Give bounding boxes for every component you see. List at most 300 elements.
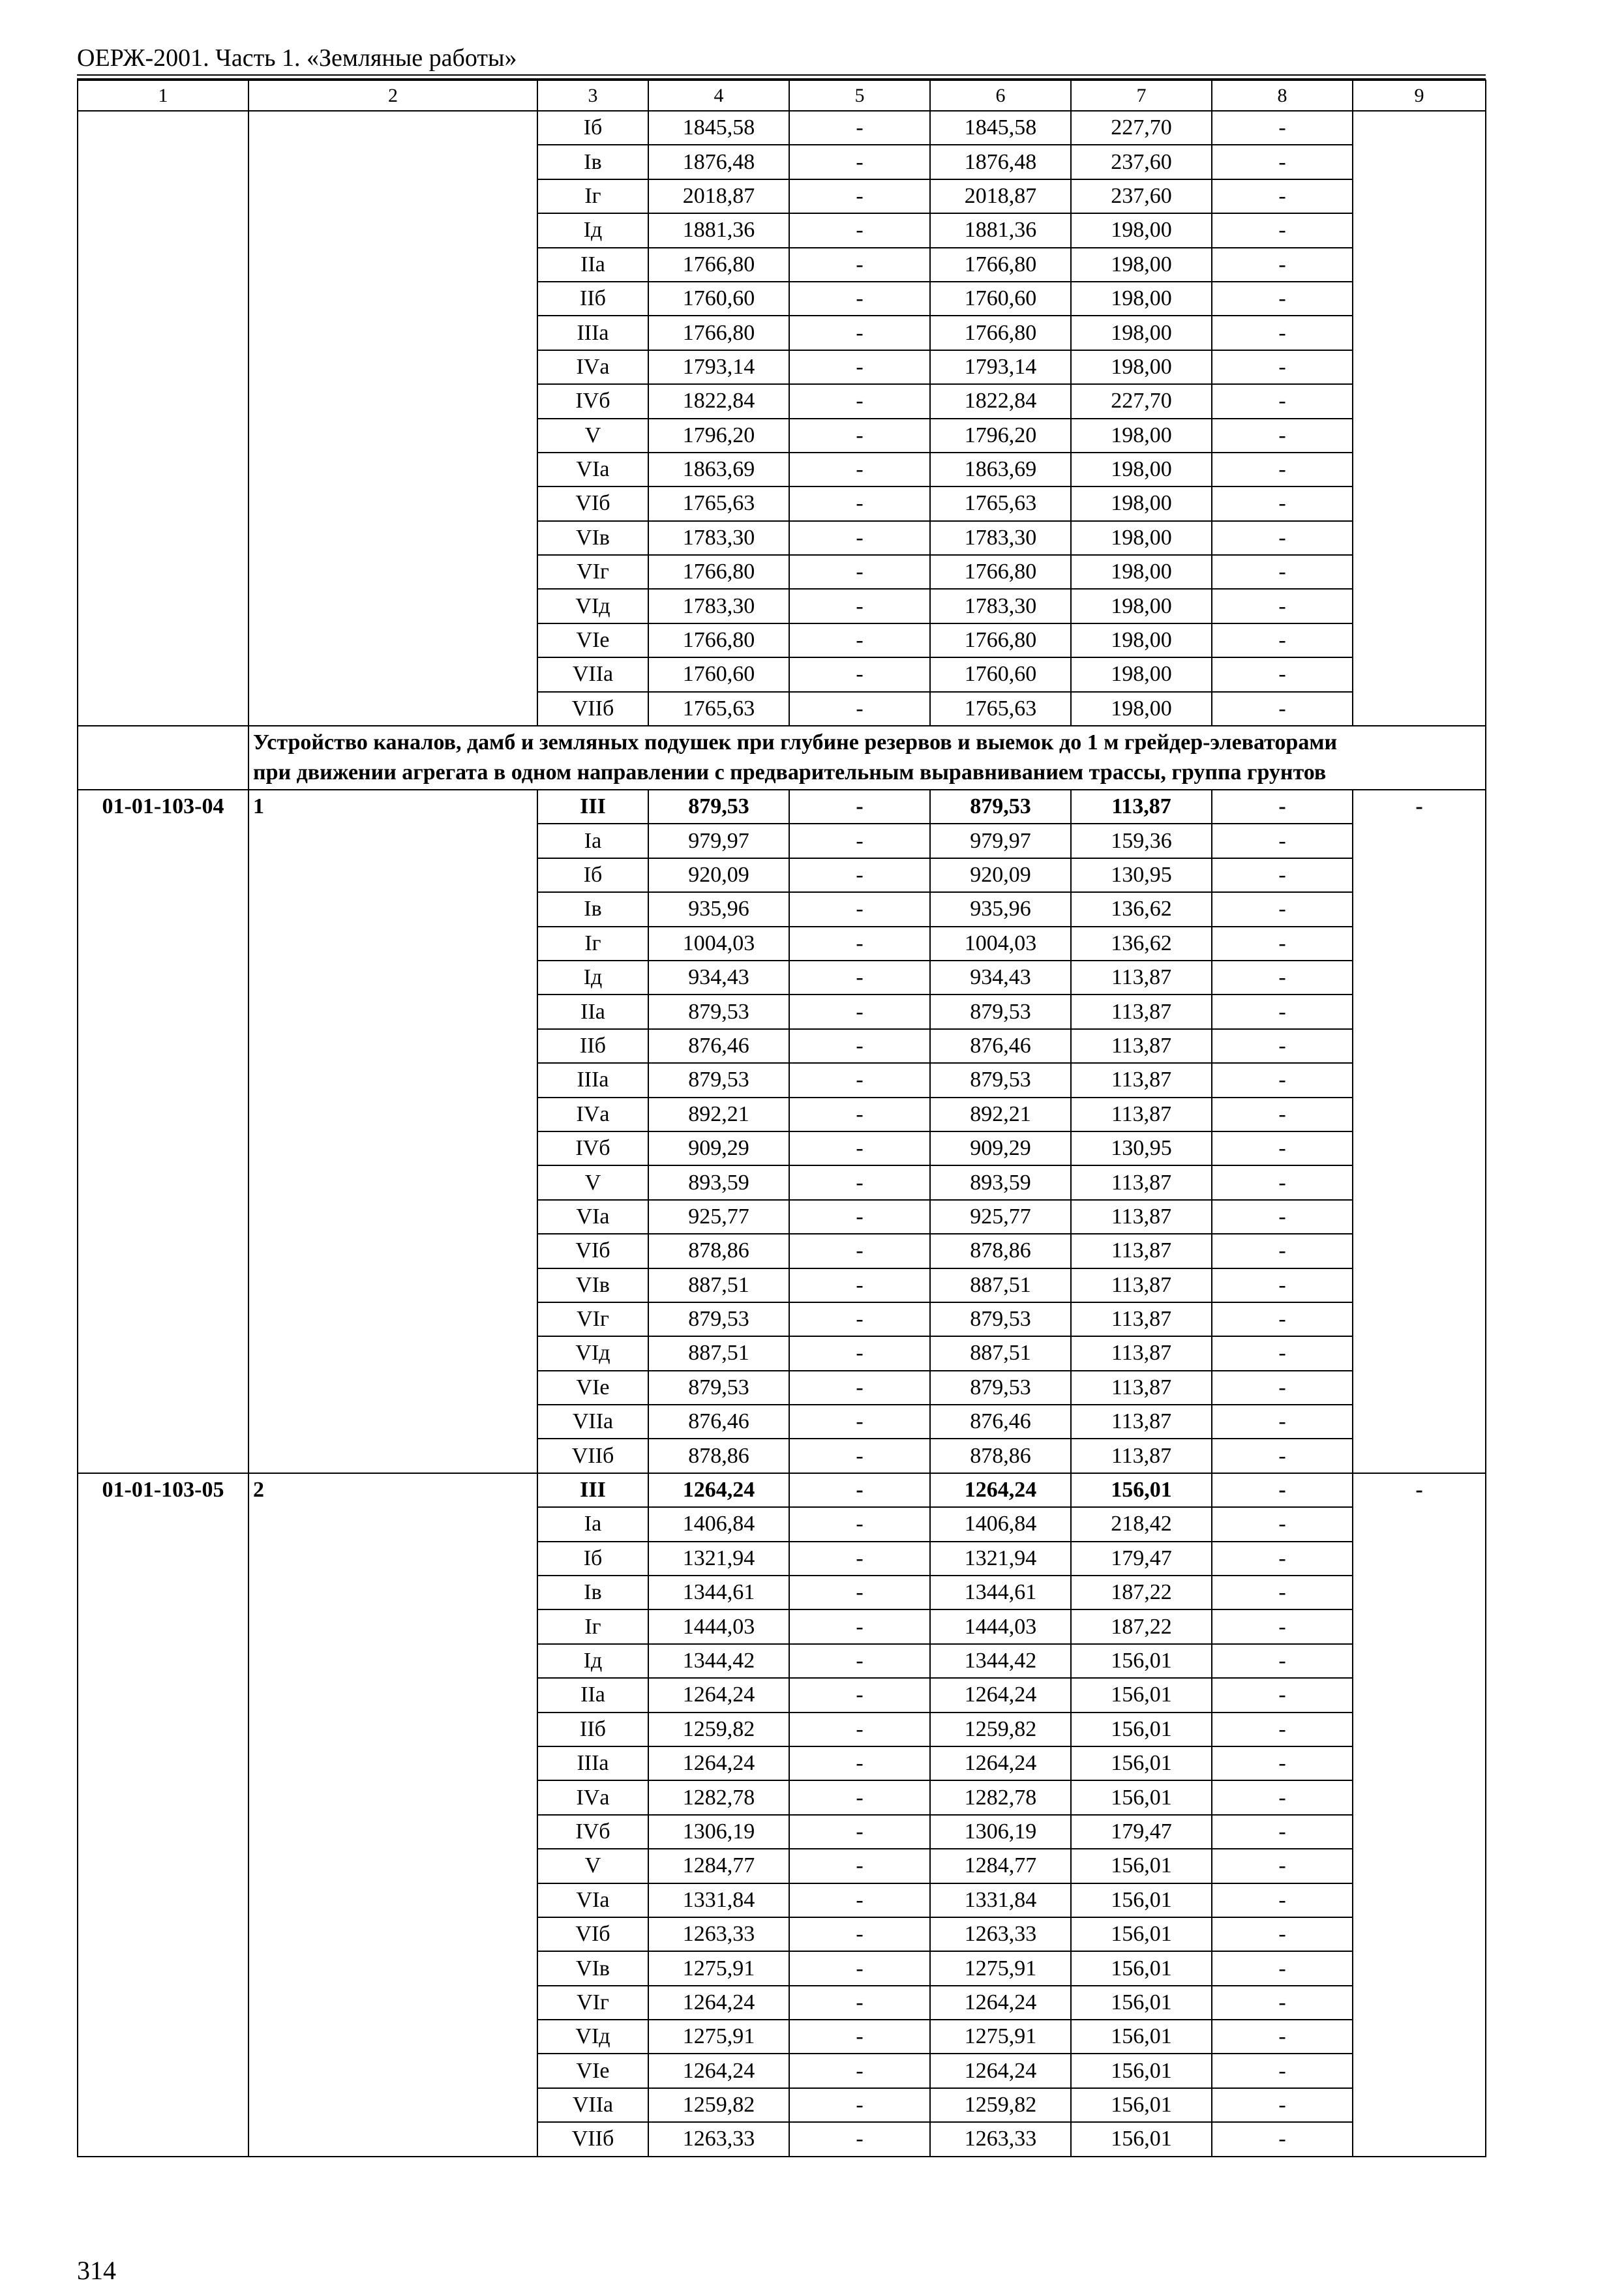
workers-pay-cell: - xyxy=(789,1029,930,1063)
section-title-line: при движении агрегата в одном направлении с предварительным выравниванием трассы, группа грунтов xyxy=(253,760,1327,785)
code-cell xyxy=(78,111,248,726)
materials-cost-cell: - xyxy=(1212,1951,1353,1985)
total-cost-cell: 1796,20 xyxy=(648,419,789,453)
total-cost-cell: 1004,03 xyxy=(648,927,789,961)
soil-group-cell: Iг xyxy=(537,927,648,961)
machine-cost-cell: 1822,84 xyxy=(930,384,1071,418)
materials-cost-cell: - xyxy=(1212,1678,1353,1712)
materials-cost-cell: - xyxy=(1212,521,1353,555)
machine-cost-cell: 878,86 xyxy=(930,1439,1071,1473)
machinist-pay-cell: 198,00 xyxy=(1071,248,1212,282)
machinist-pay-cell: 136,62 xyxy=(1071,892,1212,926)
workers-pay-cell: - xyxy=(789,1746,930,1780)
machine-cost-cell: 879,53 xyxy=(930,1302,1071,1336)
soil-group-number: 2 xyxy=(248,1473,537,2157)
soil-group-cell: IVа xyxy=(537,350,648,384)
total-cost-cell: 1344,61 xyxy=(648,1576,789,1609)
workers-pay-cell: - xyxy=(789,1131,930,1165)
machine-cost-cell: 1783,30 xyxy=(930,589,1071,623)
column-number-cell: 6 xyxy=(930,80,1071,111)
total-cost-cell: 1881,36 xyxy=(648,213,789,247)
workers-pay-cell: - xyxy=(789,282,930,316)
machine-cost-cell: 1796,20 xyxy=(930,419,1071,453)
machine-cost-cell: 1275,91 xyxy=(930,1951,1071,1985)
workers-pay-cell: - xyxy=(789,1268,930,1302)
soil-group-cell: Iд xyxy=(537,961,648,995)
machinist-pay-cell: 130,95 xyxy=(1071,1131,1212,1165)
workers-pay-cell: - xyxy=(789,1815,930,1849)
materials-cost-cell: - xyxy=(1212,111,1353,145)
total-cost-cell: 1263,33 xyxy=(648,2122,789,2156)
machinist-pay-cell: 227,70 xyxy=(1071,384,1212,418)
table-row xyxy=(78,790,1486,824)
machine-cost-cell: 1264,24 xyxy=(930,1473,1071,1507)
total-cost-cell: 878,86 xyxy=(648,1439,789,1473)
machine-cost-cell: 876,46 xyxy=(930,1405,1071,1439)
soil-group-cell: VIв xyxy=(537,521,648,555)
materials-cost-cell: - xyxy=(1212,1131,1353,1165)
total-cost-cell: 935,96 xyxy=(648,892,789,926)
total-cost-cell: 879,53 xyxy=(648,995,789,1028)
soil-group-cell: III xyxy=(537,790,648,824)
workers-pay-cell: - xyxy=(789,1883,930,1917)
soil-group-cell: IVа xyxy=(537,1098,648,1131)
workers-pay-cell: - xyxy=(789,790,930,824)
soil-group-cell: Iв xyxy=(537,145,648,179)
machine-cost-cell: 1264,24 xyxy=(930,2054,1071,2087)
soil-group-cell: IVб xyxy=(537,384,648,418)
machinist-pay-cell: 113,87 xyxy=(1071,1405,1212,1439)
materials-cost-cell: - xyxy=(1212,1165,1353,1199)
column-number-cell: 8 xyxy=(1212,80,1353,111)
workers-pay-cell: - xyxy=(789,1165,930,1199)
machine-cost-cell: 1766,80 xyxy=(930,316,1071,350)
materials-cost-cell: - xyxy=(1212,1405,1353,1439)
workers-pay-cell: - xyxy=(789,1780,930,1814)
materials-cost-cell: - xyxy=(1212,961,1353,995)
machinist-pay-cell: 218,42 xyxy=(1071,1507,1212,1541)
machinist-pay-cell: 156,01 xyxy=(1071,2088,1212,2122)
machine-cost-cell: 1306,19 xyxy=(930,1815,1071,1849)
workers-pay-cell: - xyxy=(789,2122,930,2156)
soil-group-cell: IIб xyxy=(537,1029,648,1063)
machine-cost-cell: 1344,42 xyxy=(930,1644,1071,1678)
materials-cost-cell: - xyxy=(1212,1815,1353,1849)
soil-group-cell: IIа xyxy=(537,995,648,1028)
total-cost-cell: 1275,91 xyxy=(648,2020,789,2054)
total-cost-cell: 1259,82 xyxy=(648,1713,789,1746)
machinist-pay-cell: 156,01 xyxy=(1071,1986,1212,2020)
total-cost-cell: 1259,82 xyxy=(648,2088,789,2122)
total-cost-cell: 979,97 xyxy=(648,824,789,858)
machinist-pay-cell: 198,00 xyxy=(1071,589,1212,623)
machine-cost-cell: 879,53 xyxy=(930,1371,1071,1405)
materials-cost-cell: - xyxy=(1212,623,1353,657)
total-cost-cell: 2018,87 xyxy=(648,179,789,213)
machinist-pay-cell: 130,95 xyxy=(1071,858,1212,892)
machinist-pay-cell: 198,00 xyxy=(1071,213,1212,247)
machinist-pay-cell: 156,01 xyxy=(1071,1951,1212,1985)
materials-cost-cell: - xyxy=(1212,892,1353,926)
machinist-pay-cell: 237,60 xyxy=(1071,145,1212,179)
machinist-pay-cell: 198,00 xyxy=(1071,657,1212,691)
workers-pay-cell: - xyxy=(789,1200,930,1234)
machinist-pay-cell: 227,70 xyxy=(1071,111,1212,145)
machine-cost-cell: 1845,58 xyxy=(930,111,1071,145)
machinist-pay-cell: 156,01 xyxy=(1071,1678,1212,1712)
workers-pay-cell: - xyxy=(789,248,930,282)
workers-pay-cell: - xyxy=(789,1098,930,1131)
total-cost-cell: 920,09 xyxy=(648,858,789,892)
materials-cost-cell: - xyxy=(1212,1507,1353,1541)
soil-group-cell: VIе xyxy=(537,2054,648,2087)
machinist-pay-cell: 237,60 xyxy=(1071,179,1212,213)
machine-cost-cell: 920,09 xyxy=(930,858,1071,892)
materials-cost-cell: - xyxy=(1212,1917,1353,1951)
soil-group-number: 1 xyxy=(248,790,537,1473)
workers-pay-cell: - xyxy=(789,2054,930,2087)
machine-cost-cell: 879,53 xyxy=(930,995,1071,1028)
workers-pay-cell: - xyxy=(789,1678,930,1712)
machinist-pay-cell: 113,87 xyxy=(1071,1371,1212,1405)
machine-cost-cell: 1004,03 xyxy=(930,927,1071,961)
materials-cost-cell: - xyxy=(1212,1029,1353,1063)
materials-cost-cell: - xyxy=(1212,2088,1353,2122)
machine-cost-cell: 892,21 xyxy=(930,1098,1071,1131)
total-cost-cell: 1284,77 xyxy=(648,1849,789,1883)
machinist-pay-cell: 159,36 xyxy=(1071,824,1212,858)
col9-value: - xyxy=(1353,790,1486,1473)
machinist-pay-cell: 113,87 xyxy=(1071,961,1212,995)
machinist-pay-cell: 113,87 xyxy=(1071,995,1212,1028)
machine-cost-cell: 1321,94 xyxy=(930,1542,1071,1576)
soil-group-cell: VIб xyxy=(537,486,648,520)
group-cell xyxy=(248,111,537,726)
workers-pay-cell: - xyxy=(789,1507,930,1541)
materials-cost-cell: - xyxy=(1212,692,1353,726)
total-cost-cell: 876,46 xyxy=(648,1029,789,1063)
workers-pay-cell: - xyxy=(789,1405,930,1439)
machinist-pay-cell: 156,01 xyxy=(1071,1780,1212,1814)
machinist-pay-cell: 156,01 xyxy=(1071,1713,1212,1746)
machinist-pay-cell: 179,47 xyxy=(1071,1815,1212,1849)
soil-group-cell: VIIб xyxy=(537,692,648,726)
soil-group-cell: VIа xyxy=(537,1200,648,1234)
soil-group-cell: IVб xyxy=(537,1815,648,1849)
column-number-cell: 5 xyxy=(789,80,930,111)
machine-cost-cell: 1344,61 xyxy=(930,1576,1071,1609)
machine-cost-cell: 925,77 xyxy=(930,1200,1071,1234)
total-cost-cell: 1264,24 xyxy=(648,1473,789,1507)
machine-cost-cell: 1263,33 xyxy=(930,1917,1071,1951)
workers-pay-cell: - xyxy=(789,316,930,350)
machine-cost-cell: 887,51 xyxy=(930,1268,1071,1302)
workers-pay-cell: - xyxy=(789,1234,930,1268)
materials-cost-cell: - xyxy=(1212,824,1353,858)
materials-cost-cell: - xyxy=(1212,1063,1353,1097)
workers-pay-cell: - xyxy=(789,892,930,926)
column-number-cell: 4 xyxy=(648,80,789,111)
workers-pay-cell: - xyxy=(789,1302,930,1336)
materials-cost-cell: - xyxy=(1212,213,1353,247)
soil-group-cell: Iв xyxy=(537,1576,648,1609)
soil-group-cell: VIа xyxy=(537,1883,648,1917)
workers-pay-cell: - xyxy=(789,692,930,726)
machine-cost-cell: 1783,30 xyxy=(930,521,1071,555)
workers-pay-cell: - xyxy=(789,657,930,691)
soil-group-cell: V xyxy=(537,1165,648,1199)
materials-cost-cell: - xyxy=(1212,1268,1353,1302)
materials-cost-cell: - xyxy=(1212,858,1353,892)
workers-pay-cell: - xyxy=(789,486,930,520)
machine-cost-cell: 1259,82 xyxy=(930,1713,1071,1746)
soil-group-cell: IIб xyxy=(537,1713,648,1746)
machine-cost-cell: 1259,82 xyxy=(930,2088,1071,2122)
machine-cost-cell: 1282,78 xyxy=(930,1780,1071,1814)
machine-cost-cell: 876,46 xyxy=(930,1029,1071,1063)
column-number-cell: 7 xyxy=(1071,80,1212,111)
machinist-pay-cell: 179,47 xyxy=(1071,1542,1212,1576)
total-cost-cell: 879,53 xyxy=(648,1371,789,1405)
soil-group-cell: Iб xyxy=(537,111,648,145)
column-number-cell: 1 xyxy=(78,80,248,111)
soil-group-cell: Iб xyxy=(537,1542,648,1576)
materials-cost-cell: - xyxy=(1212,350,1353,384)
machine-cost-cell: 2018,87 xyxy=(930,179,1071,213)
machinist-pay-cell: 198,00 xyxy=(1071,453,1212,486)
materials-cost-cell: - xyxy=(1212,1473,1353,1507)
total-cost-cell: 1793,14 xyxy=(648,350,789,384)
materials-cost-cell: - xyxy=(1212,248,1353,282)
total-cost-cell: 1275,91 xyxy=(648,1951,789,1985)
materials-cost-cell: - xyxy=(1212,555,1353,589)
soil-group-cell: VIб xyxy=(537,1917,648,1951)
materials-cost-cell: - xyxy=(1212,657,1353,691)
materials-cost-cell: - xyxy=(1212,145,1353,179)
materials-cost-cell: - xyxy=(1212,790,1353,824)
machine-cost-cell: 1793,14 xyxy=(930,350,1071,384)
page-number: 314 xyxy=(77,2256,116,2285)
rate-code: 01-01-103-04 xyxy=(78,790,248,1473)
machinist-pay-cell: 156,01 xyxy=(1071,1917,1212,1951)
header-rule xyxy=(77,74,1486,76)
workers-pay-cell: - xyxy=(789,145,930,179)
machinist-pay-cell: 156,01 xyxy=(1071,2122,1212,2156)
machine-cost-cell: 1766,80 xyxy=(930,555,1071,589)
total-cost-cell: 1765,63 xyxy=(648,692,789,726)
column-number-cell: 9 xyxy=(1353,80,1486,111)
machinist-pay-cell: 113,87 xyxy=(1071,1063,1212,1097)
workers-pay-cell: - xyxy=(789,1713,930,1746)
column-number-cell: 2 xyxy=(248,80,537,111)
total-cost-cell: 934,43 xyxy=(648,961,789,995)
workers-pay-cell: - xyxy=(789,589,930,623)
total-cost-cell: 1306,19 xyxy=(648,1815,789,1849)
machinist-pay-cell: 113,87 xyxy=(1071,1165,1212,1199)
materials-cost-cell: - xyxy=(1212,1644,1353,1678)
machine-cost-cell: 1444,03 xyxy=(930,1609,1071,1643)
section-title xyxy=(248,726,1486,790)
soil-group-cell: Iг xyxy=(537,1609,648,1643)
machinist-pay-cell: 113,87 xyxy=(1071,1029,1212,1063)
machine-cost-cell: 1406,84 xyxy=(930,1507,1071,1541)
materials-cost-cell: - xyxy=(1212,1302,1353,1336)
soil-group-cell: VIг xyxy=(537,1986,648,2020)
soil-group-cell: IIа xyxy=(537,248,648,282)
soil-group-cell: VIIа xyxy=(537,657,648,691)
total-cost-cell: 1760,60 xyxy=(648,657,789,691)
total-cost-cell: 1845,58 xyxy=(648,111,789,145)
workers-pay-cell: - xyxy=(789,2088,930,2122)
soil-group-cell: VIд xyxy=(537,1336,648,1370)
machinist-pay-cell: 113,87 xyxy=(1071,790,1212,824)
total-cost-cell: 1263,33 xyxy=(648,1917,789,1951)
workers-pay-cell: - xyxy=(789,995,930,1028)
materials-cost-cell: - xyxy=(1212,384,1353,418)
machine-cost-cell: 878,86 xyxy=(930,1234,1071,1268)
materials-cost-cell: - xyxy=(1212,1336,1353,1370)
total-cost-cell: 1822,84 xyxy=(648,384,789,418)
soil-group-cell: IIа xyxy=(537,1678,648,1712)
machine-cost-cell: 879,53 xyxy=(930,790,1071,824)
workers-pay-cell: - xyxy=(789,1849,930,1883)
soil-group-cell: Iа xyxy=(537,824,648,858)
workers-pay-cell: - xyxy=(789,1576,930,1609)
materials-cost-cell: - xyxy=(1212,1542,1353,1576)
soil-group-cell: IVб xyxy=(537,1131,648,1165)
materials-cost-cell: - xyxy=(1212,179,1353,213)
soil-group-cell: VIIб xyxy=(537,1439,648,1473)
machine-cost-cell: 1760,60 xyxy=(930,657,1071,691)
machine-cost-cell: 1275,91 xyxy=(930,2020,1071,2054)
total-cost-cell: 1760,60 xyxy=(648,282,789,316)
workers-pay-cell: - xyxy=(789,111,930,145)
machinist-pay-cell: 187,22 xyxy=(1071,1609,1212,1643)
machinist-pay-cell: 198,00 xyxy=(1071,419,1212,453)
workers-pay-cell: - xyxy=(789,1542,930,1576)
machinist-pay-cell: 156,01 xyxy=(1071,1883,1212,1917)
materials-cost-cell: - xyxy=(1212,2122,1353,2156)
machine-cost-cell: 1766,80 xyxy=(930,248,1071,282)
materials-cost-cell: - xyxy=(1212,995,1353,1028)
total-cost-cell: 1876,48 xyxy=(648,145,789,179)
soil-group-cell: Iв xyxy=(537,892,648,926)
machine-cost-cell: 1264,24 xyxy=(930,1678,1071,1712)
materials-cost-cell: - xyxy=(1212,486,1353,520)
total-cost-cell: 1783,30 xyxy=(648,589,789,623)
total-cost-cell: 887,51 xyxy=(648,1268,789,1302)
total-cost-cell: 878,86 xyxy=(648,1234,789,1268)
materials-cost-cell: - xyxy=(1212,1098,1353,1131)
workers-pay-cell: - xyxy=(789,2020,930,2054)
materials-cost-cell: - xyxy=(1212,419,1353,453)
workers-pay-cell: - xyxy=(789,824,930,858)
soil-group-cell: VIе xyxy=(537,1371,648,1405)
machine-cost-cell: 1760,60 xyxy=(930,282,1071,316)
rates-table xyxy=(77,80,1486,2157)
soil-group-cell: IIIа xyxy=(537,316,648,350)
machinist-pay-cell: 113,87 xyxy=(1071,1234,1212,1268)
total-cost-cell: 1766,80 xyxy=(648,248,789,282)
soil-group-cell: VIIб xyxy=(537,2122,648,2156)
total-cost-cell: 893,59 xyxy=(648,1165,789,1199)
workers-pay-cell: - xyxy=(789,1951,930,1985)
materials-cost-cell: - xyxy=(1212,1986,1353,2020)
soil-group-cell: VIв xyxy=(537,1268,648,1302)
materials-cost-cell: - xyxy=(1212,1713,1353,1746)
soil-group-cell: IIIа xyxy=(537,1063,648,1097)
materials-cost-cell: - xyxy=(1212,1746,1353,1780)
soil-group-cell: VIе xyxy=(537,623,648,657)
machine-cost-cell: 887,51 xyxy=(930,1336,1071,1370)
workers-pay-cell: - xyxy=(789,419,930,453)
total-cost-cell: 879,53 xyxy=(648,1302,789,1336)
soil-group-cell: Iб xyxy=(537,858,648,892)
machine-cost-cell: 1876,48 xyxy=(930,145,1071,179)
total-cost-cell: 1264,24 xyxy=(648,1746,789,1780)
page-title: ОЕРЖ-2001. Часть 1. «Земляные работы» xyxy=(77,44,517,72)
table-row xyxy=(78,1473,1486,1507)
materials-cost-cell: - xyxy=(1212,1439,1353,1473)
materials-cost-cell: - xyxy=(1212,316,1353,350)
table-row xyxy=(78,111,1486,145)
materials-cost-cell: - xyxy=(1212,1234,1353,1268)
workers-pay-cell: - xyxy=(789,1439,930,1473)
machinist-pay-cell: 156,01 xyxy=(1071,1746,1212,1780)
total-cost-cell: 1344,42 xyxy=(648,1644,789,1678)
workers-pay-cell: - xyxy=(789,213,930,247)
materials-cost-cell: - xyxy=(1212,1609,1353,1643)
materials-cost-cell: - xyxy=(1212,453,1353,486)
total-cost-cell: 879,53 xyxy=(648,1063,789,1097)
machine-cost-cell: 935,96 xyxy=(930,892,1071,926)
machinist-pay-cell: 198,00 xyxy=(1071,521,1212,555)
machinist-pay-cell: 156,01 xyxy=(1071,2054,1212,2087)
total-cost-cell: 1444,03 xyxy=(648,1609,789,1643)
workers-pay-cell: - xyxy=(789,1644,930,1678)
soil-group-cell: VIг xyxy=(537,1302,648,1336)
soil-group-cell: Iд xyxy=(537,1644,648,1678)
total-cost-cell: 1766,80 xyxy=(648,316,789,350)
soil-group-cell: Iа xyxy=(537,1507,648,1541)
total-cost-cell: 1863,69 xyxy=(648,453,789,486)
machine-cost-cell: 879,53 xyxy=(930,1063,1071,1097)
machinist-pay-cell: 198,00 xyxy=(1071,282,1212,316)
machine-cost-cell: 979,97 xyxy=(930,824,1071,858)
machine-cost-cell: 934,43 xyxy=(930,961,1071,995)
workers-pay-cell: - xyxy=(789,453,930,486)
machine-cost-cell: 1264,24 xyxy=(930,1746,1071,1780)
soil-group-cell: V xyxy=(537,1849,648,1883)
machine-cost-cell: 893,59 xyxy=(930,1165,1071,1199)
total-cost-cell: 909,29 xyxy=(648,1131,789,1165)
soil-group-cell: VIг xyxy=(537,555,648,589)
soil-group-cell: IIб xyxy=(537,282,648,316)
materials-cost-cell: - xyxy=(1212,1780,1353,1814)
workers-pay-cell: - xyxy=(789,1609,930,1643)
total-cost-cell: 1282,78 xyxy=(648,1780,789,1814)
column-number-row xyxy=(78,80,1486,111)
machinist-pay-cell: 156,01 xyxy=(1071,1849,1212,1883)
workers-pay-cell: - xyxy=(789,858,930,892)
materials-cost-cell: - xyxy=(1212,1371,1353,1405)
col9-value: - xyxy=(1353,1473,1486,2157)
workers-pay-cell: - xyxy=(789,1371,930,1405)
machine-cost-cell: 1263,33 xyxy=(930,2122,1071,2156)
machinist-pay-cell: 198,00 xyxy=(1071,316,1212,350)
total-cost-cell: 1321,94 xyxy=(648,1542,789,1576)
workers-pay-cell: - xyxy=(789,384,930,418)
